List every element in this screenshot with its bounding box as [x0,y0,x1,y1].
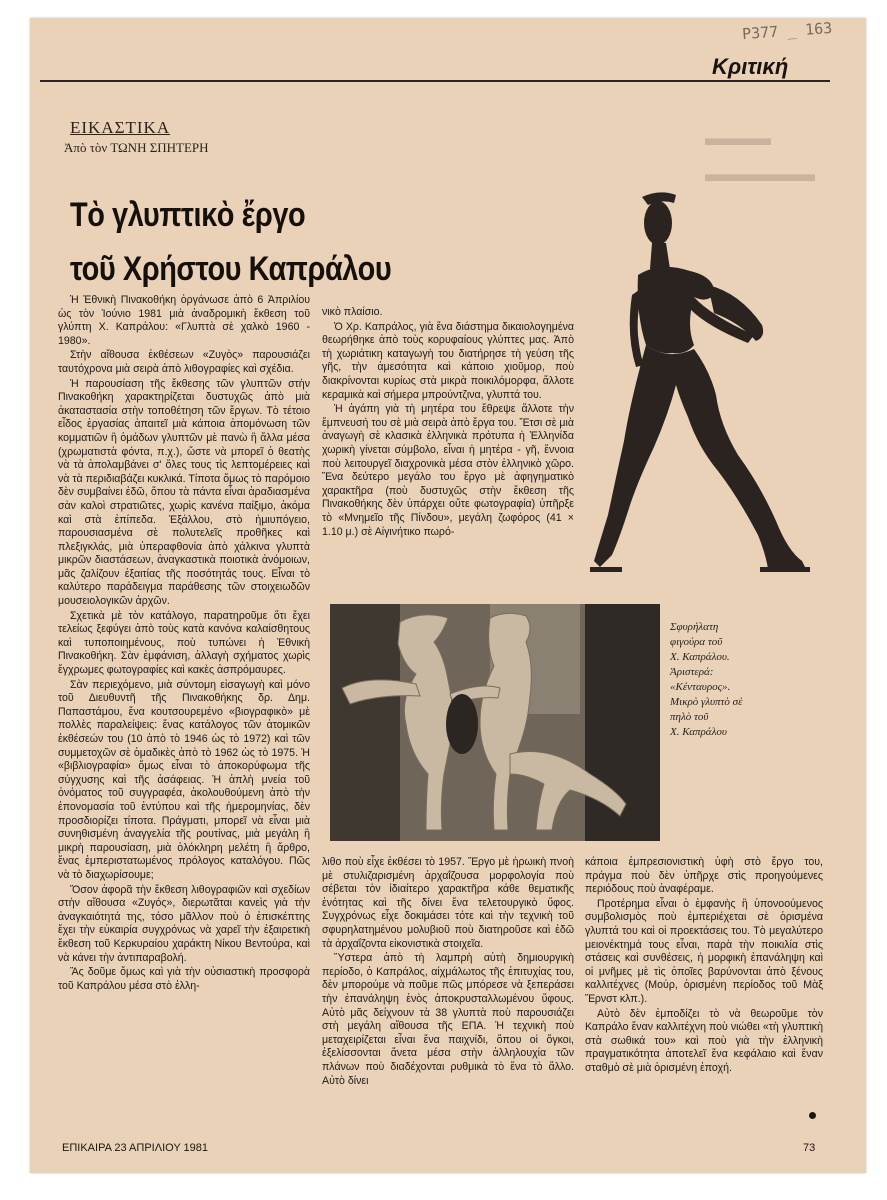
paragraph: νικὸ πλαίσιο. [322,306,383,318]
caption-line: Ἀριστερά: [670,666,714,678]
article-column-2 [322,306,574,539]
photo-caption [670,620,830,740]
section-tag: Κριτική [712,54,789,79]
article-column-3 [322,856,574,1088]
paragraph: Ὁ Χρ. Καπράλος, γιὰ ἕνα διάστημα δικαιολογημένα θεωρήθηκε ἀπὸ τοὺς κορυφαίους γλύπτες μας. Ἀπὸ τὴ χωριάτικη καταγωγὴ του διατήρησε τὴ γεύση τῆς γῆς, τὴν ἀμεσότητα καὶ κάποιο χιοῦμορ, ποὺ διακρίνονται κυρίως στὰ μικρὰ ποικιλόμορφα, ἄλλοτε κεραμικὰ καὶ σήμερα μπρούντζινα, γλυπτά του. [322,320,574,401]
article-headline [70,188,450,296]
caption-line: Χ. Καπράλου. [670,651,730,663]
caption-line: φιγούρα τοῦ [670,636,723,648]
paragraph: Ἡ Ἐθνικὴ Πινακοθήκη ὀργάνωσε ἀπὸ 6 Ἀπριλίου ὡς τὸν Ἰούνιο 1981 μιὰ ἀναδρομικὴ ἔκθεση τοῦ γλύπτη Χ. Καπράλου: «Γλυπτὰ σὲ χαλκὸ 1960 - 1980». [58,294,310,347]
page-number: 73 [803,1142,816,1154]
paragraph: Αὐτὸ δὲν ἐμποδίζει τὸ νὰ θεωροῦμε τὸν Καπράλο ἕναν καλλιτέχνη ποὺ νιώθει «τὴ γλυπτικὴ στὰ σωθικά του» καὶ ποὺ γιὰ τὴν ἑλληνικὴ πραγματικότητα ἀποτελεῖ ἕνα κεφάλαιο καὶ ἕναν σταθμὸ σὲ μιὰ ὁρισμένη ἐποχή. [585,1007,823,1074]
bleed-through-ghost-text: ▬▬▬ ▬▬▬▬▬ [705,125,815,186]
caption-line: Σφυρήλατη [670,621,719,633]
headline-line-1: Τὸ γλυπτικὸ ἔργο [70,196,306,234]
end-of-article-mark [809,1112,816,1119]
article-column-1 [58,294,310,993]
paragraph: Ἡ ἀγάπη γιὰ τὴ μητέρα του ἔθρεψε ἄλλοτε τὴν ἔμπνευσή του σὲ μιὰ σειρὰ ἀπὸ ἔργα του. Ἔτσι σὲ μιὰ ἀναγωγὴ σὲ κλασικὰ ἑλληνικὰ πρότυπα ἡ Ἑλληνίδα χωρικὴ γίνεται σύμβολο, εἶναι ἡ μητέρα - γῆ, ἔννοια ποὺ λειτουργεῖ διαχρονικὰ μέσα στὸν ἑλληνικὸ χῶρο. Ἕνα δεύτερο μεγάλο του ἔργο μὲ ἀφηγηματικὸ χαρακτῆρα (ποὺ δυστυχῶς στὴν ἔκθεση τῆς Πινακοθήκης δὲν ὑπάρχει οὔτε φωτογραφία) ὑπῆρξε τὸ «Μνημεῖο τῆς Πίνδου», μεγάλη ζωφόρος (41 × 1.10 μ.) σὲ Αἰγινήτικο πωρό- [322,403,574,538]
centaur-sculpture-photo [330,604,660,841]
article-column-4 [585,856,823,1076]
caption-line: πηλὸ τοῦ [670,711,709,723]
sculpture-figure-image [590,185,815,575]
byline: Ἀπὸ τὸν ΤΩΝΗ ΣΠΗΤΕΡΗ [64,140,209,155]
paragraph: κάποια ἐμπρεσιονιστικὴ ὑφὴ στὸ ἔργο του, πράγμα ποὺ δὲν ὑπῆρχε στὶς προηγούμενες περιόδους ποὺ ἀναφέραμε. [585,856,823,896]
paragraph: Ὕστερα ἀπὸ τὴ λαμπρὴ αὐτὴ δημιουργικὴ περίοδο, ὁ Καπράλος, αἰχμάλωτος τῆς ἐπιτυχίας του, δὲν μπορούμε νὰ ποῦμε πῶς μπόρεσε νὰ ξεπεράσει τὴν ἐπανάληψη ἑνὸς ἀποκρυσταλλωμένου ὕφους. Αὐτὸ μᾶς δείχνουν τὰ 38 γλυπτὰ ποὺ παρουσιάζει στὴ μεγάλη αἴθουσα τῆς ΕΠΑ. Ἡ τεχνικὴ ποὺ μεταχειρίζεται εἶναι ἕνα παιχνίδι, ὅπου οἱ ὄγκοι, ἐξελίσσονται ἄνετα μέσα στὴν ἀλληλουχία τῶν πλάνων ποὺ διαδέχονται ρυθμικὰ τὸ ἕνα τὸ ἄλλο. Αὐτὸ δίνει [322,952,574,1087]
paragraph: Σὰν περιεχόμενο, μιὰ σύντομη εἰσαγωγὴ καὶ μόνο τοῦ Διευθυντῆ τῆς Πινακοθήκης δρ. Δημ. Παπαστάμου, ἕνα κουτσουρεμένο «βιογραφικὸ» μὲ πολλὲς παραλείψεις: ἕνας κατάλογος τῶν ἀτομικῶν ἐκθέσεών του (10 ἀπὸ τὸ 1946 ὡς τὸ 1972) καὶ τῶν συμμετοχῶν σὲ ὁμαδικὲς ἀπὸ τὸ 1962 ὡς τὸ 1975. Ἡ «βιβλιογραφία» ὅμως εἶναι τὸ ἀποκορύφωμα τῆς σύγχυσης καὶ τῆς ἀσάφειας. Ἡ ἁπλὴ μνεία τοῦ ὀνόματος τοῦ συγγραφέα, ἀκολουθούμενη ἀπὸ τὴν ἐπονομασία τοῦ ἐντύπου καὶ τῆς ἡμερομηνίας, δὲν προσδιορίζει τίποτα. Πράγματι, μπορεῖ νὰ εἶναι μιὰ συνηθισμένη ἀναγγελία τῆς ρουτίνας, μιὰ μεγάλη ἢ μικρὴ παρουσίαση, μιὰ ὁλόκληρη μελέτη ἢ ἄρθρο, ἕνας ἐμπεριστατωμένος πρόλογος καταλόγου. Πῶς νὰ τὸ διαχωρίσουμε; [58,678,310,881]
paragraph: Προτέρημα εἶναι ὁ ἐμφανὴς ἢ ὑπονοούμενος συμβολισμὸς ποὺ ἐμπεριέχεται σὲ ὁρισμένα γλυπτά του καὶ οἱ προεκτάσεις του. Τὸ μεγαλύτερο μειονέκτημά τους εἶναι, παρὰ τὴν ποικιλία στὶς στάσεις καὶ συνθέσεις, ἡ μορφικὴ ἐπανάληψη καὶ οἱ μνῆμες μὲ τὶς ὁποῖες βαρύνονται ἀπὸ ξένους καλλιτέχνες (Μούρ, ὁρισμένη περίοδος τοῦ Μὰξ Ἔρνστ κλπ.). [585,897,823,1005]
caption-line: Χ. Καπράλου [670,726,727,738]
rubric-label: ΕΙΚΑΣΤΙΚΑ [70,118,171,137]
paragraph: λιθο ποὺ εἶχε ἐκθέσει τὸ 1957. Ἔργο μὲ ἡρωικὴ πνοὴ μὲ στυλιζαρισμένη ἀρχαΐζουσα μορφολογία ποὺ σέβεται τὸν ἰδιαίτερο χαρακτῆρα κάθε θεματικῆς ἑνότητας καὶ τῆς δίνει ἕνα τελετουργικὸ ὕφος. Συγχρόνως εἶχε δοκιμάσει τότε καὶ τὴν τεχνικὴ τοῦ σφυρηλατημένου μολυβιοῦ ποὺ διατηροῦσε καὶ ἐδῶ τὰ ἀρχαΐζοντα εἰκονιστικὰ στοιχεῖα. [322,856,574,950]
footer-publication: ΕΠΙΚΑΙΡΑ 23 ΑΠΡΙΛΙΟΥ 1981 [62,1142,209,1154]
paragraph: Ἂς δοῦμε ὅμως καὶ γιὰ τὴν οὐσιαστικὴ προσφορὰ τοῦ Καπράλου μέσα στὸ ἑλλη- [58,966,310,992]
top-rule-divider [40,80,830,82]
caption-line: Μικρὸ γλυπτὸ σὲ [670,696,743,708]
caption-line: «Κένταυρος». [670,681,731,693]
paragraph: Στὴν αἴθουσα ἐκθέσεων «Ζυγὸς» παρουσιάζει ταυτόχρονα μιὰ σειρὰ ἀπὸ λιθογραφίες καὶ σχέδια. [58,349,310,375]
headline-line-2: τοῦ Χρήστου Καπράλου [70,250,392,288]
archive-handwritten-note: P377 _ 163 [741,18,833,44]
paragraph: Σχετικὰ μὲ τὸν κατάλογο, παρατηροῦμε ὅτι ἔχει τελείως ξεφύγει ἀπὸ τοὺς κατὰ κανόνα καλαίσθητους καὶ τυποποιημένους, ποὺ τυπώνει ἡ Ἐθνικὴ Πινακοθήκη. Σὰν ἐμφάνιση, ἀλλαγὴ σχήματος χωρὶς ἔγχρωμες φωτογραφίες καὶ κακὲς ἀσπρόμαυρες. [58,609,310,677]
paragraph: Ἡ παρουσίαση τῆς ἔκθεσης τῶν γλυπτῶν στὴν Πινακοθήκη χαρακτηρίζεται δυστυχῶς ἀπὸ μιὰ ἀκαταστασία στὴν τοποθέτηση τῶν ἔργων. Τὸ τέτοιο εἶδος ἐργασίας ἀπαιτεῖ μιὰ κάποια ἀπομόνωση τῶν κομματιῶν ἢ ὁμάδων γλυπτῶν μὲ πανὼ ἢ ἄλλα μέσα (χρωματιστὰ φόντα, π.χ.), ὥστε νὰ μπορεῖ ὁ θεατὴς νὰ τὰ ἀπολαμβάνει σ' ὅλες τους τὶς λεπτομέρειες καὶ νὰ τὰ περιδιαβάζει κυκλικά. Τίποτα ὅμως τὸ παρόμοιο δὲν συμβαίνει ἐδῶ, ὅπου τὰ πάντα εἶναι ἀραδιασμένα σὰν καλοὶ στρατιῶτες, χωρὶς κανένα παίξιμο, ἀκόμα καὶ στὰ ἐπίπεδα. Ἐξάλλου, στὸ ἡμιυπόγειο, παρουσιασμένα σὲ πολυτελεῖς προθῆκες καὶ πλεξιγκλάς, μιὰ ὑπεραφθονία ἀπὸ χάλκινα γλυπτὰ μικρῶν διαστάσεων, ἀναγκαστικὰ ποιοτικὰ ἀνόμοιων, μᾶς ζαλίζουν ἐξαιτίας τῆς ποσότητάς τους. Εἶναι τὸ καλύτερο παράδειγμα παράθεσης τῶν στοιχειωδῶν μουσειολογικῶν ἀρχῶν. [58,377,310,608]
paragraph: Ὅσον ἀφορᾶ τὴν ἔκθεση λιθογραφιῶν καὶ σχεδίων στὴν αἴθουσα «Ζυγός», διερωτᾶται κανεὶς γιὰ τὴν ἀναγκαιότητά της, τόσο μᾶλλον ποὺ ὁ ἐπισκέπτης ἔχει τὴν εὐκαιρία συγχρόνως νὰ χαρεῖ τὴν ἐξαιρετικὴ ἔκθεση τοῦ Κερκυραίου χαράκτη Νίκου Βεντούρα, καὶ νὰ κάνει τὴν ἀντιπαραβολή. [58,883,310,964]
